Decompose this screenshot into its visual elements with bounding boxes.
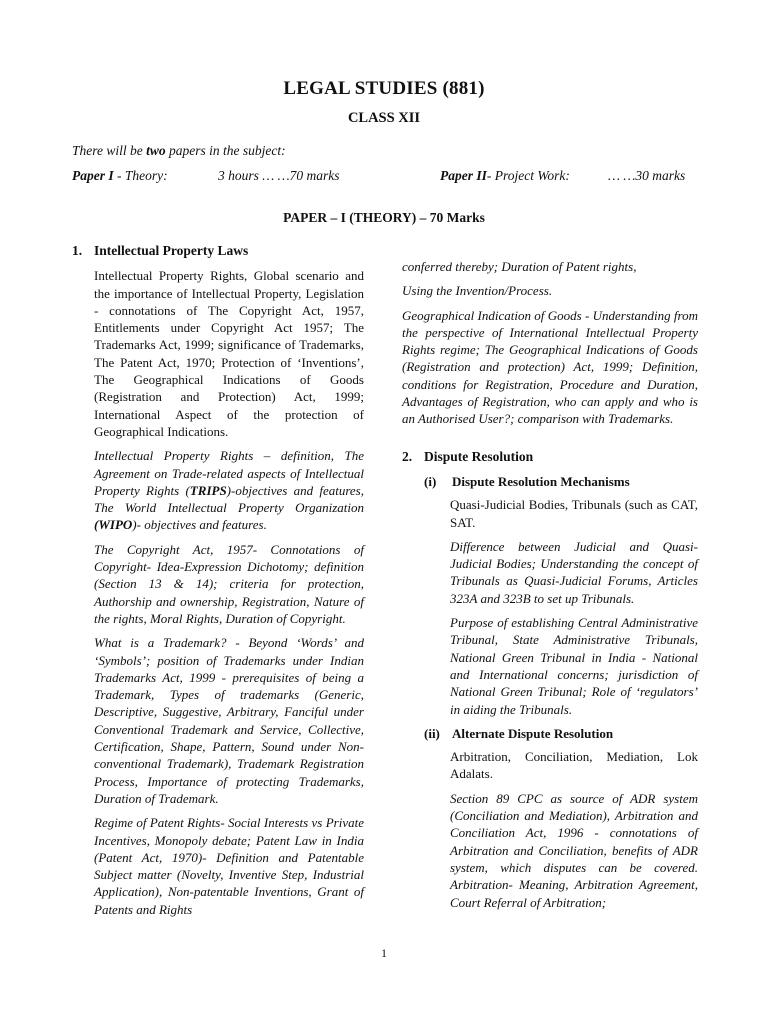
paragraph: Quasi-Judicial Bodies, Tribunals (such as CAT, SAT.: [450, 497, 698, 530]
paper2-desc: - Project Work:: [486, 168, 570, 183]
paragraph-trips-wipo: [94, 447, 364, 533]
subsection-1-title: [424, 473, 698, 490]
paragraph: Section 89 CPC as source of ADR system (Conciliation and Mediation), Arbitration and Conciliation Act, 1996 - connotations of Arbitration and Conciliation, benefits of ADR system, which disputes can be covered. Arbitration- Meaning, Arbitration Agreement, Court Referral of Arbitration;: [450, 790, 698, 910]
right-column: [402, 258, 698, 918]
subsection-2-label: Alternate Dispute Resolution: [452, 725, 614, 741]
paragraph: Difference between Judicial and Quasi-Judicial Bodies; Understanding the concept of Tribunals as Quasi-Judicial Forums, Articles 323A and 323B to set up Tribunals.: [450, 538, 698, 606]
intro-suffix: papers in the subject:: [165, 143, 286, 158]
section-heading: PAPER – I (THEORY) – 70 Marks: [283, 210, 485, 225]
paragraph: Arbitration, Conciliation, Mediation, Lok Adalats.: [450, 749, 698, 782]
subsection-2-title: [424, 725, 698, 742]
intro-line: [72, 143, 286, 159]
paper2-label: Paper II: [440, 168, 487, 183]
subsection-1-number: (i): [424, 473, 437, 489]
text-run-bold: (WIPO: [94, 517, 133, 533]
document-title: LEGAL STUDIES (881): [283, 78, 485, 99]
paper2-label-group: [440, 168, 570, 184]
subsection-1-label: Dispute Resolution Mechanisms: [452, 473, 630, 489]
paragraph: conferred thereby; Duration of Patent rights,: [402, 259, 637, 274]
intro-prefix: There will be: [72, 143, 147, 158]
section-2-title: [402, 448, 698, 465]
paper1-desc: - Theory:: [113, 168, 168, 183]
paragraph: Using the Invention/Process.: [402, 283, 553, 299]
page-number: 1: [381, 946, 387, 960]
paper1-label-group: [72, 168, 168, 184]
document-subtitle: CLASS XII: [347, 110, 421, 126]
text-run-bold: TRIPS: [189, 482, 227, 498]
paper1-label: Paper I: [72, 168, 114, 183]
left-column: [72, 242, 364, 925]
section-1-number: 1.: [72, 243, 83, 258]
section-2-label: Dispute Resolution: [424, 448, 534, 464]
paragraph: Intellectual Property Rights, Global scenario and the importance of Intellectual Property, Legislation - connotations of The Copyright Act, 1957, Entitlements under Copyright Act 1957; The Trademarks Act, 1999; significance of Trademarks, The Patent Act, 1970; Protection of ‘Inventions’, The Geographical Indications of Goods (Registration and Protection) Act, 1999; International Aspect of the protection of Geographical Indications.: [94, 268, 364, 439]
paper1-marks: 3 hours … …70 marks: [218, 168, 340, 183]
text-run: )- objectives and features.: [132, 517, 267, 533]
paragraph: Purpose of establishing Central Administrative Tribunal, State Administrative Tribunals, National Green Tribunal in India - National and International concerns; jurisdiction of National Green Tribunal; Role of ‘regulators’ in aiding the Tribunals.: [450, 615, 698, 717]
paragraph: Geographical Indication of Goods - Understanding from the perspective of International Intellectual Property Rights regime; The Geographical Indications of Goods (Registration and protection) Act, 1999; Definition, conditions for Registration, Procedure and Duration, Advantages of Registration, who can apply and who is an Authorised User?; comparison with Trademarks.: [402, 307, 698, 427]
section-2-number: 2.: [402, 448, 413, 464]
text-run: )-objectives and features, The World Intellectual Property Organization: [94, 482, 364, 516]
paragraph: Regime of Patent Rights- Social Interests vs Private Incentives, Monopoly debate; Patent Law in India (Patent Act, 1970)- Definition and Patentable Subject matter (Novelty, Inventive Step, Industrial Application), Non-patentable Inventions, Grant of Patents and Rights: [94, 815, 364, 917]
intro-bold: two: [146, 143, 166, 158]
paragraph: What is a Trademark? - Beyond ‘Words’ and ‘Symbols’; position of Trademarks under Indian Trademarks Act, 1999 - prerequisites of being a Trademark, Types of trademarks (Generic, Descriptive, Suggestive, Arbitrary, Fanciful under Conventional Trademark and Service, Collective, Certification, Shape, Pattern, Sound under Non-conventional Trademark), Trademark Registration Process, Importance of protecting Trademarks, Duration of Trademark.: [94, 635, 364, 806]
section-1-label: Intellectual Property Laws: [94, 243, 249, 258]
text-run: Intellectual Property Rights – definition, The Agreement on Trade-related aspects of Intellectual Property Rights (: [94, 448, 364, 498]
paper2-marks: … …30 marks: [608, 168, 686, 183]
section-1-title: [72, 242, 364, 259]
paragraph: The Copyright Act, 1957- Connotations of Copyright- Idea-Expression Dichotomy; definition (Section 13 & 14); criteria for protection, Authorship and ownership, Registration, Nature of the rights, Moral Rights, Duration of Copyright.: [94, 541, 364, 626]
subsection-2-number: (ii): [424, 725, 440, 741]
